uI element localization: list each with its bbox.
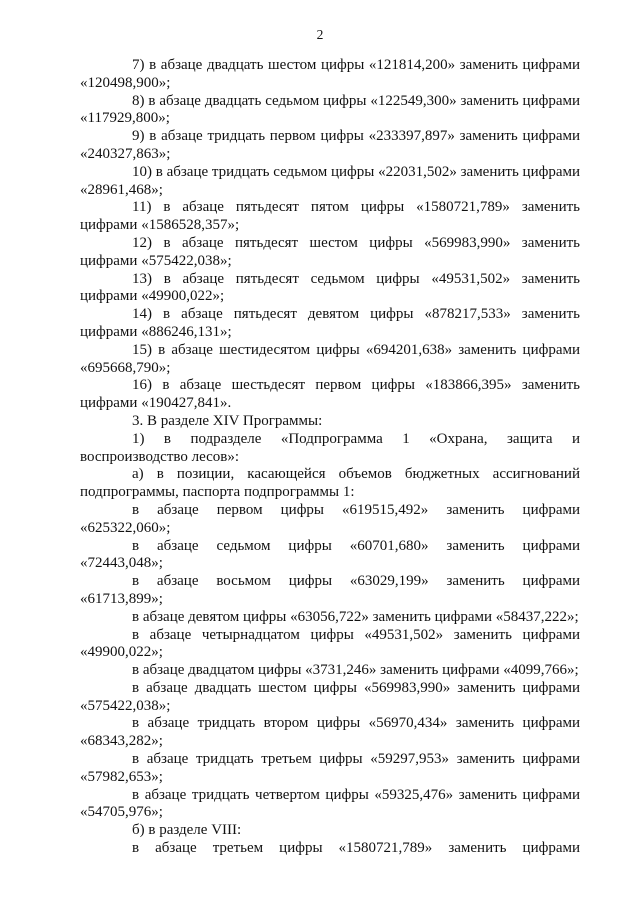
paragraph-item-13: 13) в абзаце пятьдесят седьмом цифры «49531,502» заменить цифрами «49900,022»; <box>80 270 580 305</box>
paragraph-item-7: 7) в абзаце двадцать шестом цифры «121814,200» заменить цифрами «120498,900»; <box>80 57 580 91</box>
amendment-line: в абзаце двадцать шестом цифры «569983,990» заменить цифрами «575422,038»; <box>80 679 580 714</box>
paragraph-item-10: 10) в абзаце тридцать седьмом цифры «22031,502» заменить цифрами «28961,468»; <box>80 163 580 198</box>
paragraph-item-8: 8) в абзаце двадцать седьмом цифры «122549,300» заменить цифрами «117929,800»; <box>80 92 580 127</box>
amendment-line: в абзаце четырнадцатом цифры «49531,502» заменить цифрами «49900,022»; <box>80 626 580 661</box>
amendment-line: в абзаце первом цифры «619515,492» заменить цифрами «625322,060»; <box>80 501 580 536</box>
subitem-a: а) в позиции, касающейся объемов бюджетных ассигнований подпрограммы, паспорта подпрограммы 1: <box>80 466 580 501</box>
paragraph-item-15: 15) в абзаце шестидесятом цифры «694201,638» заменить цифрами «695668,790»; <box>80 341 580 376</box>
section-heading: 3. В разделе XIV Программы: <box>132 412 323 429</box>
paragraph-item-14: 14) в абзаце пятьдесят девятом цифры «878217,533» заменить цифрами «886246,131»; <box>80 306 580 340</box>
paragraph-item-16: 16) в абзаце шестьдесят первом цифры «183866,395» заменить цифрами «190427,841». <box>80 377 580 412</box>
amendment-line-continued: в абзаце третьем цифры «1580721,789» заменить цифрами <box>132 840 580 857</box>
paragraph-item-12: 12) в абзаце пятьдесят шестом цифры «569983,990» заменить цифрами «575422,038»; <box>80 234 580 269</box>
paragraph-item-11: 11) в абзаце пятьдесят пятом цифры «1580721,789» заменить цифрами «1586528,357»; <box>80 199 580 234</box>
amendment-line: в абзаце тридцать третьем цифры «59297,953» заменить цифрами «57982,653»; <box>80 751 580 785</box>
paragraph-item-9: 9) в абзаце тридцать первом цифры «233397,897» заменить цифрами «240327,863»; <box>80 128 580 162</box>
amendment-line: в абзаце седьмом цифры «60701,680» заменить цифрами «72443,048»; <box>80 537 580 572</box>
amendment-line: в абзаце двадцатом цифры «3731,246» заменить цифрами «4099,766»; <box>132 662 579 679</box>
amendment-line: в абзаце восьмом цифры «63029,199» заменить цифрами «61713,899»; <box>80 573 580 607</box>
document-body <box>80 57 580 858</box>
amendment-line: в абзаце тридцать четвертом цифры «59325,476» заменить цифрами «54705,976»; <box>80 786 580 821</box>
amendment-line: в абзаце девятом цифры «63056,722» заменить цифрами «58437,222»; <box>132 608 579 625</box>
subsection-item-1: 1) в подразделе «Подпрограмма 1 «Охрана, защита и воспроизводство лесов»: <box>80 430 580 465</box>
subitem-b: б) в разделе VIII: <box>132 822 242 839</box>
amendment-line: в абзаце тридцать втором цифры «56970,434» заменить цифрами «68343,282»; <box>80 715 580 750</box>
page-number: 2 <box>316 27 324 42</box>
